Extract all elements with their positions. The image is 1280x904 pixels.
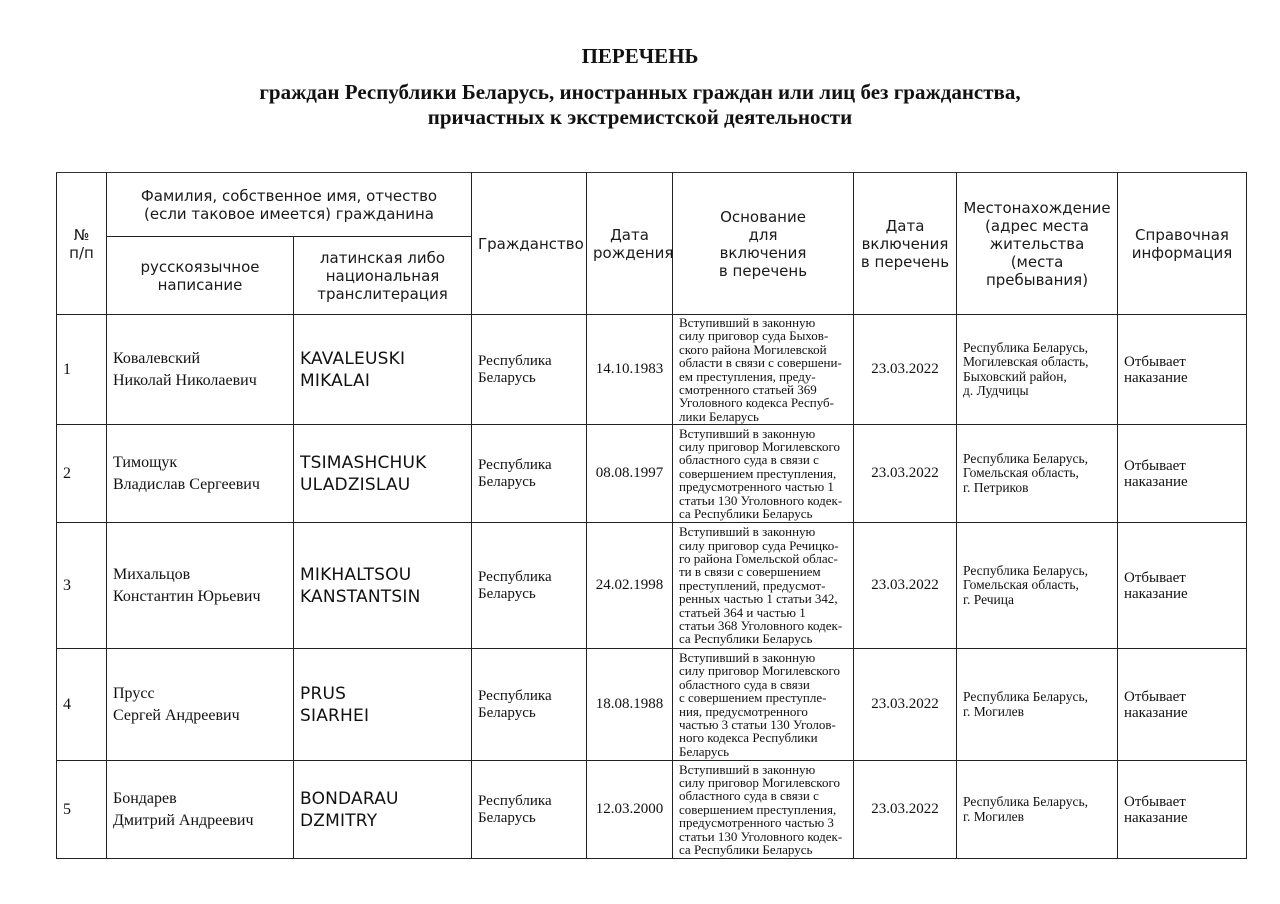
register-table: [56, 172, 1247, 859]
address-line: г. Могилев: [963, 808, 1025, 824]
row-number: 1: [57, 315, 107, 425]
name-lat-line: PRUS: [300, 683, 347, 704]
inclusion-basis-line: совершением преступления,: [679, 465, 837, 481]
inclusion-basis-line: са Республики Беларусь: [679, 631, 813, 647]
address: [957, 649, 1118, 761]
document-title: ПЕРЕЧЕНЬ: [581, 44, 699, 68]
inclusion-basis-line: ренных частью 1 статьи 342,: [679, 591, 838, 607]
date-of-birth: 14.10.1983: [587, 315, 673, 425]
address: [957, 315, 1118, 425]
header-dob: Дата рождения: [587, 173, 673, 315]
reference-info-line: наказание: [1124, 369, 1188, 386]
address-line: д. Лудчицы: [963, 383, 1029, 398]
name-ru: [107, 761, 294, 859]
address-line: Гомельская область,: [963, 577, 1079, 593]
address-line: Быховский район,: [963, 368, 1067, 384]
inclusion-basis-line: совершением преступления,: [679, 801, 837, 817]
subtitle-line: граждан Республики Беларусь, иностранных граждан или лиц без гражданства,: [259, 80, 1021, 104]
name-ru-line: Тимощук: [113, 453, 178, 471]
address: [957, 523, 1118, 649]
reference-info-line: Отбывает: [1124, 569, 1186, 586]
table-header: [57, 173, 1247, 315]
inclusion-basis-line: силу приговор Могилевского: [679, 438, 840, 454]
inclusion-date: 23.03.2022: [854, 425, 957, 523]
inclusion-basis-line: силу приговор Могилевского: [679, 663, 840, 679]
inclusion-date: 23.03.2022: [854, 649, 957, 761]
inclusion-basis-line: частью 3 статьи 130 Уголов-: [679, 716, 836, 732]
name-lat-line: MIKHALTSOU: [300, 564, 412, 585]
address-line: г. Могилев: [963, 703, 1025, 719]
citizenship-line: Беларусь: [478, 585, 536, 602]
inclusion-basis-line: силу приговор суда Быхов-: [679, 328, 829, 344]
inclusion-basis-line: Беларусь: [679, 743, 730, 759]
name-lat-line: ULADZISLAU: [300, 474, 411, 495]
inclusion-basis-line: с совершением преступле-: [679, 690, 827, 706]
header-name-ru: русскоязычное написание: [107, 237, 294, 315]
date-of-birth: 18.08.1988: [587, 649, 673, 761]
inclusion-basis-line: са Республики Беларусь: [679, 842, 813, 858]
inclusion-basis: [673, 649, 854, 761]
name-lat: [294, 425, 472, 523]
citizenship-line: Беларусь: [478, 809, 536, 826]
inclusion-basis-line: са Республики Беларусь: [679, 506, 813, 522]
row-number: 3: [57, 523, 107, 649]
address-line: Республика Беларусь,: [963, 339, 1088, 355]
header-reference-info: Справочная информация: [1118, 173, 1247, 315]
name-ru-line: Владислав Сергеевич: [113, 475, 260, 493]
reference-info-line: Отбывает: [1124, 688, 1186, 705]
citizenship-line: Республика: [478, 687, 552, 704]
name-lat-line: TSIMASHCHUK: [300, 452, 427, 473]
address-line: Республика Беларусь,: [963, 450, 1088, 466]
name-ru: [107, 523, 294, 649]
inclusion-basis-line: ния, предусмотренного: [679, 703, 808, 719]
address-line: г. Петриков: [963, 479, 1029, 495]
citizenship-line: Республика: [478, 792, 552, 809]
header-num: № п/п: [57, 173, 107, 315]
citizenship-line: Беларусь: [478, 473, 536, 490]
citizenship-line: Беларусь: [478, 704, 536, 721]
inclusion-basis-line: Вступивший в законную: [679, 649, 816, 665]
header-location: Местонахождение (адрес места жительства (места пребывания): [957, 173, 1118, 315]
inclusion-basis: [673, 761, 854, 859]
inclusion-basis-line: ем преступления, преду-: [679, 368, 816, 384]
inclusion-date: 23.03.2022: [854, 523, 957, 649]
row-number: 4: [57, 649, 107, 761]
date-of-birth: 12.03.2000: [587, 761, 673, 859]
inclusion-basis-line: ского района Могилевской: [679, 341, 827, 357]
name-lat-line: DZMITRY: [300, 810, 378, 831]
table-row: [57, 523, 1247, 649]
header-citizenship: Гражданство: [472, 173, 587, 315]
address-line: Республика Беларусь,: [963, 689, 1088, 704]
name-ru: [107, 315, 294, 425]
name-lat-line: BONDARAU: [300, 788, 399, 809]
name-ru: [107, 425, 294, 523]
header-inclusion-date: Дата включения в перечень: [854, 173, 957, 315]
subtitle-line: причастных к экстремистской деятельности: [427, 105, 853, 129]
reference-info: [1118, 761, 1247, 859]
inclusion-basis-line: силу приговор Могилевского: [679, 774, 840, 790]
name-ru-line: Дмитрий Андреевич: [113, 811, 254, 829]
inclusion-basis-line: преступлений, предусмот-: [679, 577, 826, 593]
name-lat-line: SIARHEI: [300, 705, 370, 726]
citizenship: [472, 649, 587, 761]
inclusion-basis-line: смотренного статьей 369: [679, 381, 817, 397]
reference-info-line: наказание: [1124, 809, 1188, 826]
citizenship-line: Республика: [478, 568, 552, 585]
inclusion-basis-line: статьи 368 Уголовного кодек-: [679, 618, 843, 634]
reference-info: [1118, 315, 1247, 425]
name-ru-line: Николай Николаевич: [113, 371, 257, 389]
citizenship: [472, 425, 587, 523]
table-row: [57, 761, 1247, 859]
inclusion-basis-line: предусмотренного частью 1: [679, 479, 834, 495]
inclusion-basis: [673, 315, 854, 425]
inclusion-basis-line: силу приговор суда Речицко-: [679, 537, 839, 553]
name-ru-line: Прусс: [113, 684, 155, 702]
address-line: г. Речица: [963, 591, 1014, 607]
date-of-birth: 24.02.1998: [587, 523, 673, 649]
inclusion-basis-line: областного суда в связи с: [679, 452, 819, 468]
date-of-birth: 08.08.1997: [587, 425, 673, 523]
name-lat-line: KANSTANTSIN: [300, 586, 421, 607]
citizenship-line: Республика: [478, 352, 552, 369]
citizenship-line: Республика: [478, 456, 552, 473]
inclusion-basis-line: Вступивший в законную: [679, 425, 816, 441]
row-number: 5: [57, 761, 107, 859]
name-lat: [294, 649, 472, 761]
inclusion-basis: [673, 523, 854, 649]
document-subtitle: [0, 80, 1280, 130]
address-line: Могилевская область,: [963, 354, 1089, 369]
address: [957, 761, 1118, 859]
inclusion-basis-line: ти в связи с совершением: [679, 564, 821, 580]
reference-info-line: наказание: [1124, 704, 1188, 721]
inclusion-basis-line: областного суда в связи: [679, 676, 810, 692]
row-number: 2: [57, 425, 107, 523]
name-lat: [294, 315, 472, 425]
name-ru-line: Михальцов: [113, 565, 191, 583]
address-line: Республика Беларусь,: [963, 562, 1088, 578]
reference-info-line: наказание: [1124, 585, 1188, 602]
inclusion-basis-line: предусмотренного частью 3: [679, 815, 834, 831]
table-row: [57, 315, 1247, 425]
citizenship-line: Беларусь: [478, 369, 536, 386]
inclusion-basis-line: Вступивший в законную: [679, 761, 816, 777]
inclusion-basis: [673, 425, 854, 523]
reference-info-line: Отбывает: [1124, 353, 1186, 370]
name-lat: [294, 523, 472, 649]
reference-info-line: Отбывает: [1124, 457, 1186, 474]
reference-info: [1118, 649, 1247, 761]
citizenship: [472, 315, 587, 425]
name-lat-line: KAVALEUSKI: [300, 348, 406, 369]
inclusion-basis-line: Уголовного кодекса Респуб-: [679, 395, 834, 411]
inclusion-basis-line: области в связи с совершени-: [679, 355, 842, 371]
table-row: [57, 425, 1247, 523]
table-row: [57, 649, 1247, 761]
reference-info-line: Отбывает: [1124, 793, 1186, 810]
citizenship: [472, 523, 587, 649]
name-ru-line: Бондарев: [113, 789, 177, 807]
reference-info: [1118, 523, 1247, 649]
inclusion-basis-line: Вступивший в законную: [679, 314, 816, 330]
address-line: Республика Беларусь,: [963, 794, 1088, 809]
inclusion-basis-line: го района Гомельской облас-: [679, 550, 838, 566]
inclusion-basis-line: областного суда в связи с: [679, 788, 819, 804]
address: [957, 425, 1118, 523]
name-ru-line: Сергей Андреевич: [113, 706, 240, 724]
address-line: Гомельская область,: [963, 465, 1079, 481]
name-ru: [107, 649, 294, 761]
citizenship: [472, 761, 587, 859]
inclusion-basis-line: лики Беларусь: [679, 408, 759, 424]
header-name-lat: латинская либо национальная транслитерация: [294, 237, 472, 315]
name-ru-line: Ковалевский: [113, 349, 201, 367]
name-ru-line: Константин Юрьевич: [113, 587, 261, 605]
inclusion-basis-line: статьей 364 и частью 1: [679, 604, 806, 620]
inclusion-basis-line: статьи 130 Уголовного кодек-: [679, 828, 843, 844]
inclusion-date: 23.03.2022: [854, 315, 957, 425]
reference-info: [1118, 425, 1247, 523]
header-name-group: Фамилия, собственное имя, отчество (если таковое имеется) гражданина: [107, 173, 472, 237]
inclusion-basis-line: статьи 130 Уголовного кодек-: [679, 492, 843, 508]
header-basis: Основание для включения в перечень: [673, 173, 854, 315]
inclusion-date: 23.03.2022: [854, 761, 957, 859]
inclusion-basis-line: ного кодекса Республики: [679, 730, 818, 746]
table-body: [57, 315, 1247, 859]
reference-info-line: наказание: [1124, 473, 1188, 490]
inclusion-basis-line: Вступивший в законную: [679, 524, 816, 540]
name-lat-line: MIKALAI: [300, 370, 371, 391]
name-lat: [294, 761, 472, 859]
